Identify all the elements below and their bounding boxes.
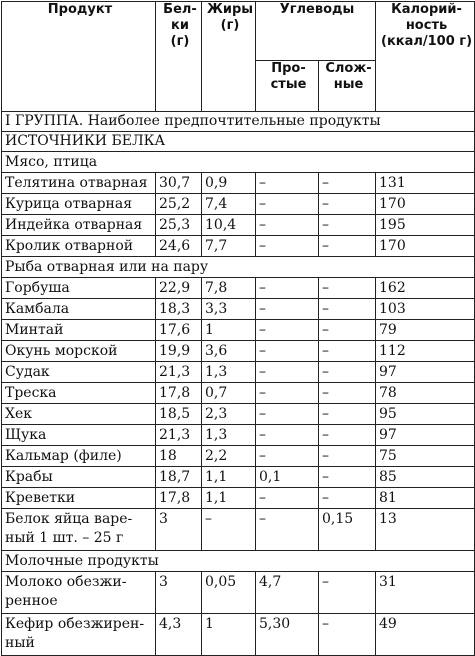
section-title: Рыба отварная или на пару [2,257,475,278]
cell-simple: – [256,194,319,215]
group-subtitle: ИСТОЧНИКИ БЕЛКА [2,132,475,152]
cell-product: Молоко обезжи- ренное [2,572,156,614]
cell-proteins: 4,3 [156,614,202,656]
cell-complex: – [319,278,376,299]
cell-calories: 103 [376,299,475,320]
cell-proteins: 18,5 [156,404,202,425]
cell-simple: – [256,236,319,257]
cell-proteins: 3 [156,572,202,614]
cell-proteins: 22,9 [156,278,202,299]
cell-product: Судак [2,362,156,383]
cell-complex: – [319,614,376,656]
cell-proteins: 19,9 [156,341,202,362]
cell-calories: 97 [376,362,475,383]
cell-product: Хек [2,404,156,425]
cell-simple: 5,30 [256,614,319,656]
header-proteins-label: Бел- ки (г) [163,2,197,49]
cell-fats: 7,8 [202,278,256,299]
cell-proteins: 30,7 [156,173,202,194]
cell-fats: 1,3 [202,362,256,383]
cell-complex: – [319,488,376,509]
cell-product: Креветки [2,488,156,509]
nutrition-table [1,1,475,656]
cell-complex: – [319,362,376,383]
cell-simple: – [256,215,319,236]
cell-product: Кефир обезжирен- ный [2,614,156,656]
cell-fats: 3,3 [202,299,256,320]
cell-simple: – [256,404,319,425]
cell-complex: – [319,425,376,446]
table-row [2,299,475,320]
cell-product: Индейка отварная [2,215,156,236]
section-title: Мясо, птица [2,152,475,173]
header-complex-label: Слож- ные [325,61,372,92]
cell-product: Кролик отварной [2,236,156,257]
header-calories [376,2,475,112]
cell-complex: – [319,194,376,215]
cell-proteins: 18 [156,446,202,467]
cell-proteins: 17,8 [156,488,202,509]
table-row [2,404,475,425]
cell-product: Треска [2,383,156,404]
group-title: I ГРУППА. Наиболее предпочтительные продукты [2,112,475,132]
cell-proteins: 25,3 [156,215,202,236]
cell-calories: 13 [376,509,475,551]
cell-calories: 170 [376,236,475,257]
cell-fats: 10,4 [202,215,256,236]
header-calories-label: Калорий- ность (ккал/100 г) [381,2,473,49]
cell-product: Телятина отварная [2,173,156,194]
table-row [2,446,475,467]
table-row [2,173,475,194]
table-row [2,215,475,236]
cell-fats: 2,2 [202,446,256,467]
cell-simple: – [256,383,319,404]
cell-proteins: 21,3 [156,425,202,446]
cell-fats: 1,3 [202,425,256,446]
table-row [2,236,475,257]
cell-complex: – [319,572,376,614]
header-product-label: Продукт [47,2,113,17]
cell-simple: – [256,509,319,551]
table-body [2,112,475,656]
cell-complex: – [319,320,376,341]
cell-calories: 78 [376,383,475,404]
table-row [2,320,475,341]
cell-proteins: 18,7 [156,467,202,488]
cell-calories: 97 [376,425,475,446]
cell-product: Крабы [2,467,156,488]
cell-calories: 112 [376,341,475,362]
table-row [2,488,475,509]
cell-calories: 81 [376,488,475,509]
cell-simple: – [256,299,319,320]
header-proteins [156,2,202,112]
table-header [2,2,475,112]
cell-product: Щука [2,425,156,446]
cell-fats: 3,6 [202,341,256,362]
table-row [2,509,475,551]
cell-proteins: 17,8 [156,383,202,404]
cell-complex: – [319,341,376,362]
section-row [2,257,475,278]
cell-simple: – [256,173,319,194]
cell-simple: – [256,488,319,509]
table-row [2,278,475,299]
cell-proteins: 25,2 [156,194,202,215]
cell-simple: – [256,341,319,362]
cell-fats: 0,7 [202,383,256,404]
section-row [2,551,475,572]
cell-complex: 0,15 [319,509,376,551]
cell-product: Белок яйца варе- ный 1 шт. – 25 г [2,509,156,551]
cell-calories: 131 [376,173,475,194]
cell-proteins: 21,3 [156,362,202,383]
header-carbs [256,2,376,61]
cell-calories: 49 [376,614,475,656]
table-row [2,572,475,614]
cell-product: Окунь морской [2,341,156,362]
cell-fats: 2,3 [202,404,256,425]
header-carbs-label: Углеводы [279,2,355,17]
header-product [2,2,156,112]
cell-product: Минтай [2,320,156,341]
cell-complex: – [319,467,376,488]
cell-fats: 1 [202,614,256,656]
cell-complex: – [319,236,376,257]
cell-simple: – [256,278,319,299]
header-fats-label: Жиры (г) [206,2,254,33]
cell-calories: 79 [376,320,475,341]
cell-product: Кальмар (филе) [2,446,156,467]
cell-complex: – [319,173,376,194]
cell-proteins: 18,3 [156,299,202,320]
cell-calories: 170 [376,194,475,215]
cell-proteins: 24,6 [156,236,202,257]
cell-calories: 31 [376,572,475,614]
group-subtitle-row [2,132,475,152]
cell-complex: – [319,404,376,425]
cell-fats: 7,7 [202,236,256,257]
cell-complex: – [319,299,376,320]
cell-fats: 0,9 [202,173,256,194]
cell-fats: 7,4 [202,194,256,215]
cell-complex: – [319,383,376,404]
cell-calories: 162 [376,278,475,299]
table-row [2,362,475,383]
cell-complex: – [319,215,376,236]
cell-proteins: 17,6 [156,320,202,341]
cell-simple: – [256,320,319,341]
section-title: Молочные продукты [2,551,475,572]
cell-fats: 1,1 [202,467,256,488]
header-fats [202,2,256,112]
cell-product: Горбуша [2,278,156,299]
cell-calories: 75 [376,446,475,467]
table-row [2,467,475,488]
cell-calories: 195 [376,215,475,236]
section-row [2,152,475,173]
header-simple [256,61,319,112]
header-simple-label: Про- стые [270,61,307,92]
cell-product: Камбала [2,299,156,320]
cell-fats: 1,1 [202,488,256,509]
table-row [2,425,475,446]
cell-simple: – [256,425,319,446]
cell-calories: 85 [376,467,475,488]
cell-fats: 0,05 [202,572,256,614]
group-title-row [2,112,475,132]
table-row [2,194,475,215]
cell-simple: – [256,446,319,467]
cell-proteins: 3 [156,509,202,551]
cell-simple: 4,7 [256,572,319,614]
table-row [2,341,475,362]
cell-product: Курица отварная [2,194,156,215]
header-complex [319,61,376,112]
cell-fats: – [202,509,256,551]
table-row [2,614,475,656]
table-row [2,383,475,404]
cell-fats: 1 [202,320,256,341]
cell-calories: 95 [376,404,475,425]
cell-complex: – [319,446,376,467]
cell-simple: – [256,362,319,383]
cell-simple: 0,1 [256,467,319,488]
